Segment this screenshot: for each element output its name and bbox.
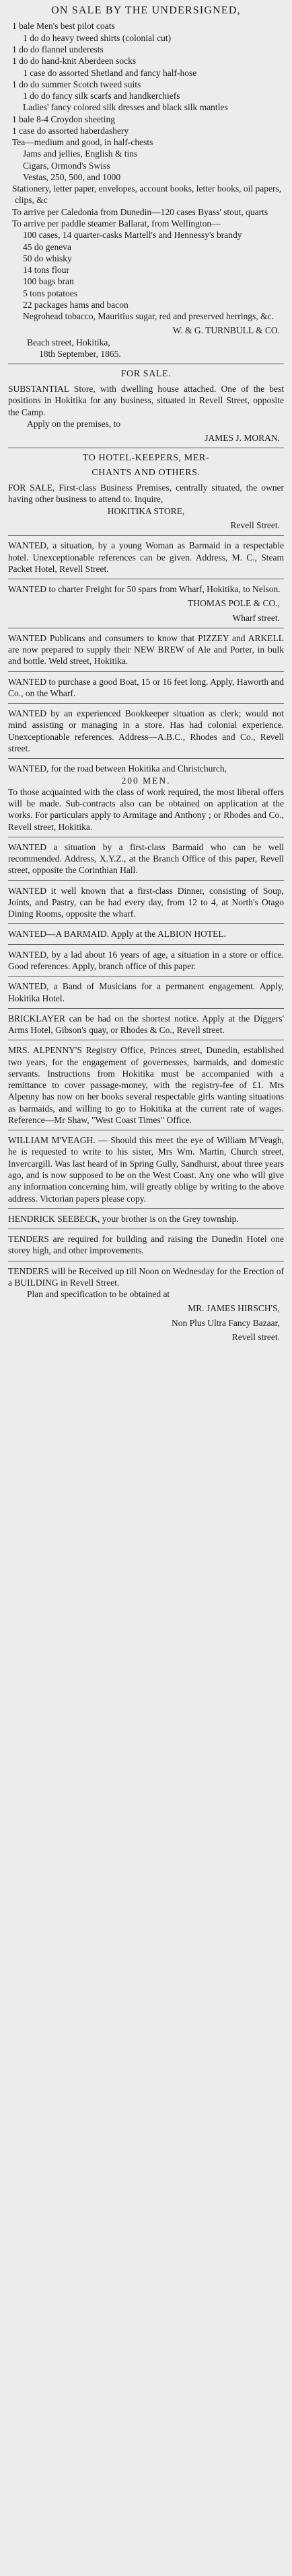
ad-date: 18th September, 1865.	[39, 348, 121, 359]
ad-charter-freight	[8, 583, 284, 624]
ad-barmaid-situation: WANTED, a situation, by a young Woman as Barmaid in a respectable hotel. Unexceptionable references can be given. Address, M. C., Steam Packet Hotel, Revell Street.	[8, 540, 284, 574]
ad-albion-barmaid: WANTED—A BARMAID. Apply at the ALBION HOTEL.	[8, 929, 226, 940]
ad-publicans: WANTED Publicans and consumers to know that PIZZEY and ARKELL are now prepared to supply their NEW BREW of Ale and Porter, in bulk and bottle. Weld street, Hokitika.	[8, 632, 284, 667]
item-list	[8, 20, 284, 322]
ad-place: HOKITIKA STORE,	[107, 505, 185, 516]
ad-lad-situation: WANTED, by a lad about 16 years of age, a situation in a store or office. Good references. Apply, branch office of this paper.	[8, 949, 284, 971]
divider	[8, 758, 284, 759]
list-item: 1 do do fancy silk scarfs and handkerchiefs	[23, 91, 180, 101]
ad-heading: FOR SALE.	[120, 369, 172, 380]
ad-street: Revell Street.	[230, 520, 280, 531]
list-item: Negrohead tobacco, Mauritius sugar, red and preserved herrings, &c.	[23, 311, 274, 322]
list-item: Vestas, 250, 500, and 1000	[23, 171, 121, 182]
ad-heading: CHANTS AND OTHERS.	[92, 468, 200, 479]
list-item: 5 tons potatoes	[23, 288, 77, 298]
ad-apply: Apply on the premises, to	[27, 418, 121, 429]
divider	[8, 923, 284, 924]
ad-place: Non Plus Ultra Fancy Bazaar,	[171, 1317, 280, 1328]
list-item: To arrive per paddle steamer Ballarat, from Wellington—	[12, 218, 221, 228]
ad-men: 200 MEN.	[121, 775, 171, 786]
list-item: 100 cases, 14 quarter-casks Martell's and Hennessy's brandy	[23, 230, 242, 241]
ad-barmaid-xyz: WANTED a situation by a first-class Barmaid who can be well recommended. Address, X.Y.Z., at the Branch Office of this paper, Revell street, opposite the Corinthian Hall.	[8, 841, 284, 876]
list-item: To arrive per Caledonia from Dunedin—120 cases Byass' stout, quarts	[12, 206, 268, 217]
divider	[8, 1208, 284, 1209]
list-item: 1 do do heavy tweed shirts (colonial cut)	[23, 32, 172, 43]
ad-signoff: W. & G. TURNBULL & CO.	[172, 325, 280, 336]
list-item: Ladies' fancy colored silk dresses and black silk mantles	[23, 102, 228, 113]
ad-body: SUBSTANTIAL Store, with dwelling house attached. One of the best positions in Hokitika for any business, situated in Revell Street, opposite the Camp.	[8, 384, 284, 417]
ad-purchase-boat: WANTED to purchase a good Boat, 15 or 16 feet long. Apply, Haworth and Co., on the Wharf.	[8, 676, 284, 698]
list-item: Jams and jellies, English & tins	[23, 149, 138, 159]
ad-band-musicians: WANTED, a Band of Musicians for a permanent engagement. Apply, Hokitika Hotel.	[8, 981, 284, 1003]
ad-address: Beach street, Hokitika,	[27, 337, 110, 347]
divider	[8, 535, 284, 536]
divider	[8, 944, 284, 945]
ad-body: TENDERS will be Received up till Noon on Wednesday for the Erection of a BUILDING in Revell Street.	[8, 1265, 284, 1288]
ad-heading: ON SALE BY THE UNDERSIGNED,	[51, 5, 241, 16]
ad-signoff: JAMES J. MORAN.	[205, 433, 280, 444]
divider	[8, 1008, 284, 1009]
list-item: 1 bale Men's best pilot coats	[12, 21, 115, 32]
ad-tenders-building	[8, 1265, 284, 1343]
divider	[8, 703, 284, 704]
list-item: Cigars, Ormond's Swiss	[23, 160, 110, 171]
ad-street: Revell street.	[231, 1331, 280, 1342]
list-item: 1 case do assorted Shetland and fancy half-hose	[23, 67, 197, 78]
list-item: 1 case do assorted haberdashery	[12, 125, 129, 136]
ad-place: Wharf street.	[232, 612, 280, 623]
ad-bricklayer: BRICKLAYER can be had on the shortest notice. Apply at the Diggers' Arms Hotel, Gibson's quay, or Rhodes & Co., Revell street.	[8, 1013, 284, 1036]
ad-william-mveagh: WILLIAM M'VEAGH. — Should this meet the eye of William M'Veagh, he is requested to write to his sister, Mrs Wm. Martin, Church street, Invercargill. Was last heard of in Spring Gully, Sandhurst, about three years ago, and is now supposed to be on the West Coast. Any one who will give any information concerning him, will greatly oblige by writing to the above address. Victorian papers please copy.	[8, 1135, 284, 1204]
ad-hendrick-seebeck: HENDRICK SEEBECK, your brother is on the Grey township.	[8, 1213, 239, 1224]
ad-store-for-sale	[8, 368, 284, 444]
ad-body: FOR SALE, First-class Business Premises, centrally situated, the owner having other business to attend to. Inquire,	[8, 483, 284, 505]
divider	[8, 671, 284, 672]
list-item: 22 packages hams and bacon	[23, 299, 129, 310]
ad-registry-office: MRS. ALPENNY'S Registry Office, Princes street, Dunedin, established two years, for the engagement of governesses, barmaids, and domestic servants. Instructions from Hokitika must be accompanied with a remittance to cover passage-money, with the registry-fee of £1. Mrs Alpenny has now on her books several respectable girls wanting situations as barmaids, and willing to go to Hokitika at the current rate of wages. Reference—Mr Shaw, "West Coast Times" Office.	[8, 1045, 284, 1125]
list-item: 1 do do flannel underests	[12, 44, 104, 54]
ad-body: WANTED, for the road between Hokitika and Christchurch,	[8, 763, 227, 774]
list-item: Stationery, letter paper, envelopes, account books, letter books, oil papers, clips, &c	[12, 183, 282, 206]
ad-signoff: THOMAS POLE & CO.,	[188, 598, 280, 609]
ad-body: To those acquainted with the class of work required, the most liberal offers will be made. Sub-contracts also can be obtained on application at the works. For particulars apply to Armitage and Anthony ; or Rhodes and Co., Revell street, Hokitika.	[8, 786, 284, 832]
ad-road-men	[8, 763, 284, 833]
list-item: 1 do do hand-knit Aberdeen socks	[12, 56, 137, 67]
ad-tenders-dunedin-hotel: TENDERS are required for building and raising the Dunedin Hotel one storey high, and other improvements.	[8, 1234, 284, 1256]
divider	[8, 976, 284, 977]
ad-bookkeeper: WANTED by an experienced Bookkeeper situation as clerk; would not mind assisting or managing in a store. Has had colonial experience. Unexceptionable references. Address—A.B.C., Rhodes and Co., Revell street.	[8, 708, 284, 753]
ad-apply: Plan and specification to be obtained at	[27, 1289, 170, 1300]
list-item: 1 do do summer Scotch tweed suits	[12, 79, 141, 89]
list-item: 50 do whisky	[23, 253, 72, 263]
ad-hotel-keepers	[8, 452, 284, 531]
list-item: 1 bale 8-4 Croydon sheeting	[12, 114, 115, 124]
ad-body: WANTED to charter Freight for 50 spars from Wharf, Hokitika, to Nelson.	[8, 584, 281, 595]
divider	[8, 880, 284, 881]
ad-signoff: MR. JAMES HIRSCH'S,	[188, 1303, 280, 1314]
ad-turnbull-sale	[8, 4, 284, 360]
list-item: 45 do geneva	[23, 241, 71, 252]
list-item: 100 bags bran	[23, 276, 74, 287]
ad-dinner: WANTED it well known that a first-class Dinner, consisting of Soup, Joints, and Pastry, can be had every day, from 12 to 4, at North's Otago Dining Rooms, opposite the wharf.	[8, 885, 284, 919]
ad-heading: TO HOTEL-KEEPERS, MER-	[82, 453, 210, 464]
list-item: Tea—medium and good, in half-chests	[12, 137, 153, 148]
list-item: 14 tons flour	[23, 265, 69, 276]
